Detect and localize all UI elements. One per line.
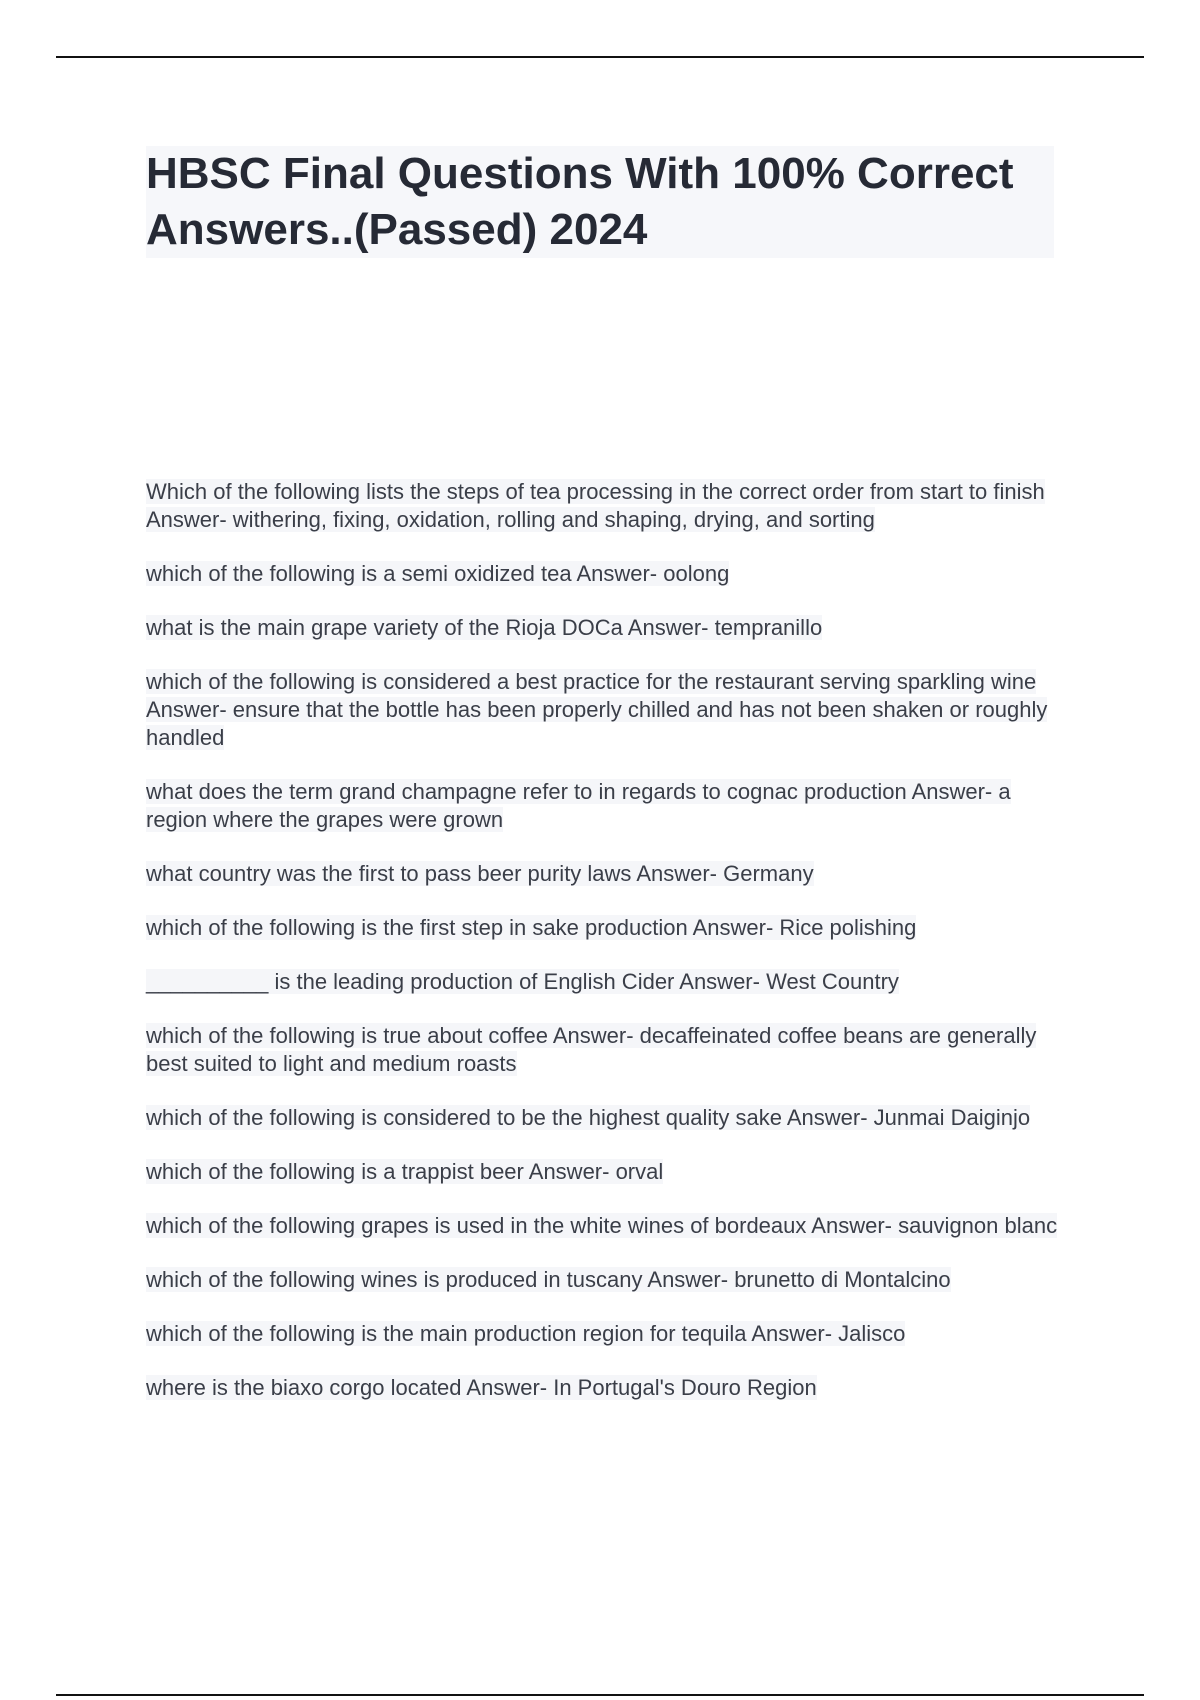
- qa-item: what does the term grand champagne refer to in regards to cognac production Answer- a region where the grapes were grown: [146, 779, 1011, 832]
- qa-list: [146, 478, 1066, 1428]
- bottom-divider: [56, 1694, 1144, 1696]
- title-block: [146, 146, 1054, 258]
- qa-item: which of the following is a trappist beer Answer- orval: [146, 1159, 664, 1184]
- qa-item: which of the following is a semi oxidized tea Answer- oolong: [146, 561, 730, 586]
- document-title: HBSC Final Questions With 100% Correct Answers..(Passed) 2024: [146, 149, 1014, 254]
- qa-item: what country was the first to pass beer purity laws Answer- Germany: [146, 861, 814, 886]
- qa-item: which of the following wines is produced in tuscany Answer- brunetto di Montalcino: [146, 1267, 951, 1292]
- qa-item: which of the following is considered to be the highest quality sake Answer- Junmai Daiginjo: [146, 1105, 1031, 1130]
- qa-item: Which of the following lists the steps of tea processing in the correct order from start to finish Answer- withering, fixing, oxidation, rolling and shaping, drying, and sorting: [146, 479, 1045, 532]
- qa-item: which of the following is the first step in sake production Answer- Rice polishing: [146, 915, 917, 940]
- qa-item: which of the following is true about coffee Answer- decaffeinated coffee beans are generally best suited to light and medium roasts: [146, 1023, 1037, 1076]
- qa-item: what is the main grape variety of the Rioja DOCa Answer- tempranillo: [146, 615, 823, 640]
- qa-item: which of the following is the main production region for tequila Answer- Jalisco: [146, 1321, 906, 1346]
- qa-item: which of the following grapes is used in the white wines of bordeaux Answer- sauvignon blanc: [146, 1213, 1058, 1238]
- top-divider: [56, 56, 1144, 58]
- qa-item: which of the following is considered a best practice for the restaurant serving sparkling wine Answer- ensure that the bottle has been properly chilled and has not been shaken or roughly handled: [146, 669, 1048, 750]
- qa-item: __________ is the leading production of English Cider Answer- West Country: [146, 969, 899, 994]
- qa-item: where is the biaxo corgo located Answer- In Portugal's Douro Region: [146, 1375, 817, 1400]
